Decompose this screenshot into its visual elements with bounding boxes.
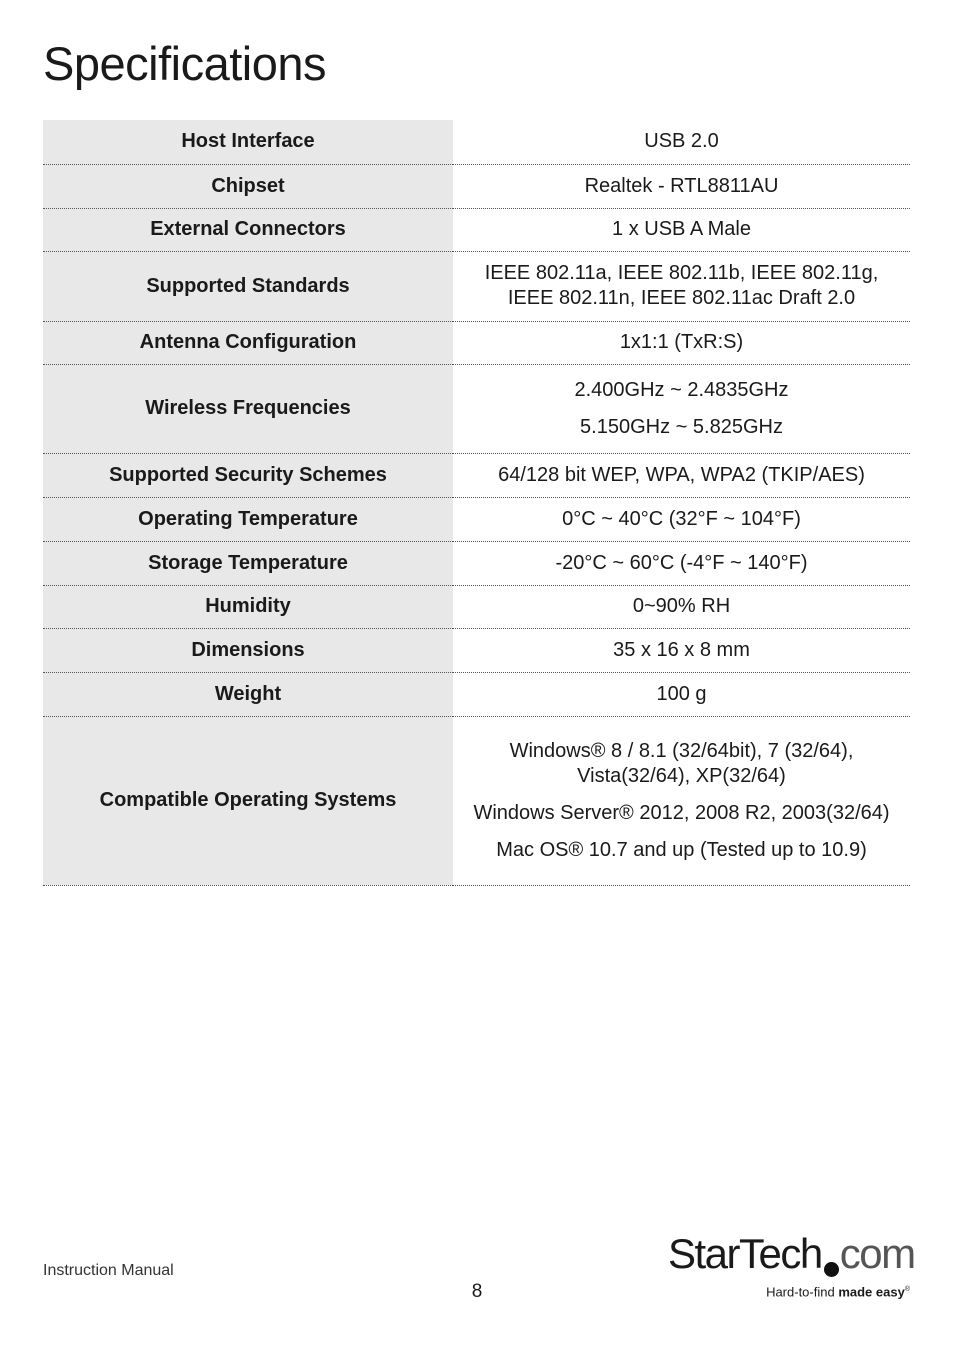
spec-label: Operating Temperature [43, 497, 453, 541]
logo-tagline-bold: made easy [838, 1284, 905, 1300]
footer-manual-label: Instruction Manual [43, 1262, 174, 1279]
spec-value-line: Windows® 8 / 8.1 (32/64bit), 7 (32/64), Vista(32/64), XP(32/64) [509, 739, 854, 787]
spec-value-line: 1 x USB A Male [612, 218, 751, 240]
startech-logo [668, 1230, 915, 1302]
spec-value [453, 453, 910, 497]
spec-value [453, 164, 910, 208]
spec-row-operating-temperature [43, 497, 910, 541]
spec-value-line: 5.150GHz ~ 5.825GHz [580, 415, 783, 438]
logo-wordmark [668, 1230, 915, 1278]
spec-row-host-interface [43, 120, 910, 164]
spec-row-compatible-operating-systems [43, 716, 910, 885]
spec-label: Antenna Configuration [43, 321, 453, 364]
spec-value-line: USB 2.0 [644, 130, 719, 153]
logo-brand-right: com [839, 1230, 915, 1277]
spec-value-line: 0~90% RH [632, 595, 731, 617]
spec-value [453, 716, 910, 885]
spec-row-antenna-configuration [43, 321, 910, 364]
spec-row-weight [43, 672, 910, 716]
spec-label: Host Interface [43, 120, 453, 164]
spec-value [453, 364, 910, 453]
logo-dot-icon [824, 1262, 839, 1277]
spec-value [453, 120, 910, 164]
logo-tagline [766, 1282, 910, 1300]
specifications-table [43, 120, 910, 886]
spec-row-external-connectors [43, 208, 910, 251]
spec-row-chipset [43, 164, 910, 208]
spec-value [453, 628, 910, 672]
page-title: Specifications [43, 37, 326, 90]
spec-value-line: Mac OS® 10.7 and up (Tested up to 10.9) [496, 838, 867, 861]
spec-value-line: -20°C ~ 60°C (-4°F ~ 140°F) [555, 551, 808, 574]
spec-label: Dimensions [43, 628, 453, 672]
spec-value-line: 35 x 16 x 8 mm [613, 638, 750, 661]
spec-label: Supported Security Schemes [43, 453, 453, 497]
logo-tagline-regular: Hard-to-find [766, 1284, 835, 1300]
spec-value-line: 2.400GHz ~ 2.4835GHz [574, 378, 789, 401]
spec-value-line: 0°C ~ 40°C (32°F ~ 104°F) [562, 507, 801, 530]
spec-label: Wireless Frequencies [43, 364, 453, 453]
spec-label: External Connectors [43, 208, 453, 251]
spec-label: Supported Standards [43, 251, 453, 321]
spec-label: Compatible Operating Systems [43, 716, 453, 885]
spec-value [453, 541, 910, 585]
spec-row-dimensions [43, 628, 910, 672]
spec-value-line: Realtek - RTL8811AU [584, 174, 779, 197]
spec-value [453, 321, 910, 364]
spec-label: Storage Temperature [43, 541, 453, 585]
spec-label: Humidity [43, 585, 453, 628]
spec-row-supported-security-schemes [43, 453, 910, 497]
spec-value-line: 64/128 bit WEP, WPA, WPA2 (TKIP/AES) [498, 463, 865, 486]
logo-brand-left: StarTech [668, 1230, 822, 1277]
spec-row-supported-standards [43, 251, 910, 321]
spec-value-line: 1x1:1 (TxR:S) [619, 331, 744, 353]
spec-value [453, 672, 910, 716]
spec-value [453, 497, 910, 541]
page-number: 8 [471, 1281, 483, 1302]
spec-row-humidity [43, 585, 910, 628]
spec-label: Chipset [43, 164, 453, 208]
spec-value [453, 251, 910, 321]
spec-row-storage-temperature [43, 541, 910, 585]
spec-row-wireless-frequencies [43, 364, 910, 453]
spec-value-line: 100 g [656, 682, 707, 705]
logo-tagline-mark: ® [904, 1286, 910, 1293]
spec-label: Weight [43, 672, 453, 716]
spec-value [453, 208, 910, 251]
spec-value-line: IEEE 802.11a, IEEE 802.11b, IEEE 802.11g, IEEE 802.11n, IEEE 802.11ac Draft 2.0 [484, 262, 879, 309]
spec-value [453, 585, 910, 628]
spec-value-line: Windows Server® 2012, 2008 R2, 2003(32/64) [473, 801, 890, 824]
